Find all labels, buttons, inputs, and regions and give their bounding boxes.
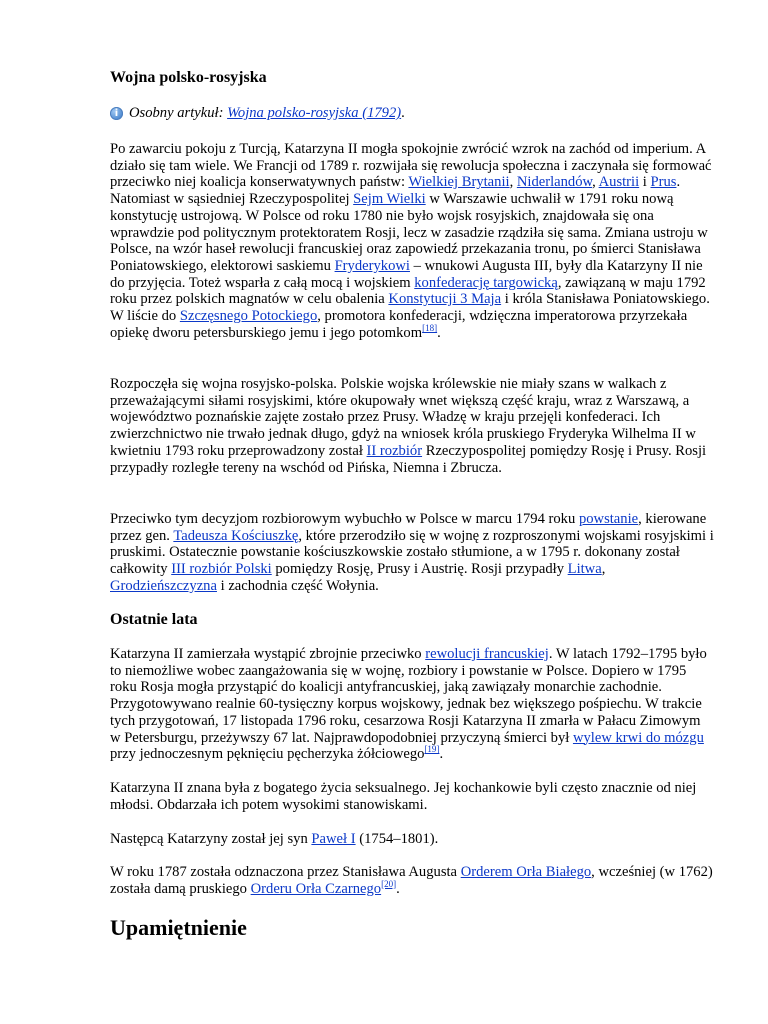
link-sejm-wielki[interactable]: Sejm Wielki: [353, 191, 426, 208]
link-litwa[interactable]: Litwa: [567, 561, 602, 578]
note-prefix: Osobny artykuł:: [129, 105, 224, 121]
link-iii-rozbior-polski[interactable]: III rozbiór Polski: [171, 561, 272, 578]
footnote-20[interactable]: [20]: [381, 878, 397, 889]
link-tadeusza-kosciuszke[interactable]: Tadeusza Kościuszkę: [173, 527, 299, 544]
link-grodzienszczyzna[interactable]: Grodzieńszczyzna: [110, 577, 217, 594]
link-konstytucji-3-maja[interactable]: Konstytucji 3 Maja: [388, 291, 502, 308]
section-heading-wojna: Wojna polsko-rosyjska: [110, 69, 267, 86]
link-wojna-1792[interactable]: Wojna polsko-rosyjska (1792): [227, 105, 402, 121]
paragraph: Po zawarciu pokoju z Turcją, Katarzyna II mogła spokojnie zwrócić wzrok na zachód od imperium. A działo się tam wiele. We Francji od 1789 r. rozwijała się rewolucja społeczna i zaczynała się formować przeciwko niej koalicja konserwatywnych państw: Wielkiej Brytanii, Niderlandów, Austrii i Prus. Natomiast w sąsiedniej Rzeczypospolitej Sejm Wielki w Warszawie uchwalił w 1791 roku nową konstytucję ustrojową. W Polsce od roku 1780 nie było wojsk rosyjskich, znajdowała się ona wprawdzie pod politycznym protektoratem Rosji, lecz w zasadzie rządziła się sama. Zmiana ustroju w Polsce, na wzór haseł rewolucji francuskiej oraz zapowiedź przekazania tronu, po śmierci Stanisława Poniatowskiego, elektorowi saskiemu Fryderykowi – wnukowi Augusta III, były dla Katarzyny II nie do przyjęcia. Toteż wsparła z całą mocą i wojskiem konfederację targowicką, zawiązaną w maju 1792 roku przez polskich magnatów w celu obalenia Konstytucji 3 Maja i króla Stanisława Poniatowskiego. W liście do Szczęsnego Potockiego, promotora konfederacji, wdzięczna imperatorowa przyrzekała opiekę dworu petersburskiego jemu i jego potomkom[18].: [110, 141, 712, 341]
link-wielkiej-brytanii[interactable]: Wielkiej Brytanii: [408, 174, 510, 191]
footnote-18[interactable]: [18]: [422, 322, 438, 333]
link-prus[interactable]: Prus: [650, 174, 677, 191]
link-fryderykowi[interactable]: Fryderykowi: [334, 257, 410, 274]
paragraph: Rozpoczęła się wojna rosyjsko-polska. Polskie wojska królewskie nie miały szans w walkach z przeważającymi siłami rosyjskimi, które okupowały wnet większą część kraju, wraz z Warszawą, a województwo poznańskie zajęte zostało przez Prusy. Władzę w kraju przejęli konfederaci. Ich zwierzchnictwo nie trwało jednak długo, gdyż na wniosek króla pruskiego Fryderyka Wilhelma II w kwietniu 1793 roku przeprowadzony został II rozbiór Rzeczypospolitej pomiędzy Rosję i Prusy. Rosji przypadły rozległe tereny na wschód od Pińska, Niemna i Zbrucza.: [110, 376, 707, 476]
link-niderlandow[interactable]: Niderlandów: [516, 174, 593, 191]
paragraph: Następcą Katarzyny został jej syn Paweł I (1754–1801).: [110, 831, 439, 847]
link-orderem-orla-bialego[interactable]: Orderem Orła Białego: [460, 864, 592, 880]
section-heading-upamietnienie: Upamiętnienie: [110, 915, 247, 940]
see-also-note: i Osobny artykuł: Wojna polsko-rosyjska (1792) .: [110, 104, 714, 122]
link-konfederacje-targowicka[interactable]: konfederację targowicką: [414, 274, 558, 291]
link-orderu-orla-czarnego[interactable]: Orderu Orła Czarnego: [250, 880, 382, 897]
paragraph: Katarzyna II znana była z bogatego życia seksualnego. Jej kochankowie byli często znacznie od niej młodsi. Obdarzała ich potem wysokimi stanowiskami.: [110, 780, 697, 813]
link-ii-rozbior[interactable]: II rozbiór: [366, 442, 423, 459]
link-powstanie[interactable]: powstanie: [578, 511, 639, 527]
paragraph: Przeciwko tym decyzjom rozbiorowym wybuchło w Polsce w marcu 1794 roku powstanie, kierowane przez gen. Tadeusza Kościuszkę, które przerodziło się w wojnę z rozproszonymi wojskami rosyjskimi i pruskimi. Ostatecznie powstanie kościuszkowskie zostało stłumione, a w 1795 r. dokonany został całkowity III rozbiór Polski pomiędzy Rosję, Prusy i Austrię. Rosji przypadły Litwa, Grodzieńszczyzna i zachodnia część Wołynia.: [110, 511, 714, 594]
link-wylew-krwi-do-mozgu[interactable]: wylew krwi do mózgu: [572, 729, 704, 746]
paragraph: W roku 1787 została odznaczona przez Stanisława Augusta Orderem Orła Białego, wcześniej (w 1762) została damą pruskiego Orderu Orła Czarnego[20].: [110, 864, 713, 897]
info-icon: i: [110, 107, 123, 120]
section-heading-ostatnie-lata: Ostatnie lata: [110, 611, 198, 628]
link-rewolucji-francuskiej[interactable]: rewolucji francuskiej: [425, 646, 549, 662]
link-pawel-i[interactable]: Paweł I: [311, 831, 356, 847]
link-austrii[interactable]: Austrii: [598, 174, 640, 191]
paragraph: Katarzyna II zamierzała wystąpić zbrojnie przeciwko rewolucji francuskiej. W latach 1792–1795 było to niemożliwe wobec zaangażowania się w wojnę, rozbiory i powstanie w Polsce. Dopiero w 1795 roku Rosja mogła przystąpić do koalicji antyfrancuskiej, jaką zawiązały monarchie zachodnie. Przygotowywano realnie 60-tysięczny korpus wojskowy, jednak bez większego pośpiechu. W trakcie tych przygotowań, 17 listopada 1796 roku, cesarzowa Rosji Katarzyna II zmarła w Pałacu Zimowym w Petersburgu, przeżywszy 67 lat. Najprawdopodobniej przyczyną śmierci był wylew krwi do mózgu przy jednoczesnym pęknięciu pęcherzyka żółciowego[19].: [110, 646, 707, 763]
footnote-19[interactable]: [19]: [424, 744, 440, 755]
link-szczesnego-potockiego[interactable]: Szczęsnego Potockiego: [179, 308, 318, 325]
